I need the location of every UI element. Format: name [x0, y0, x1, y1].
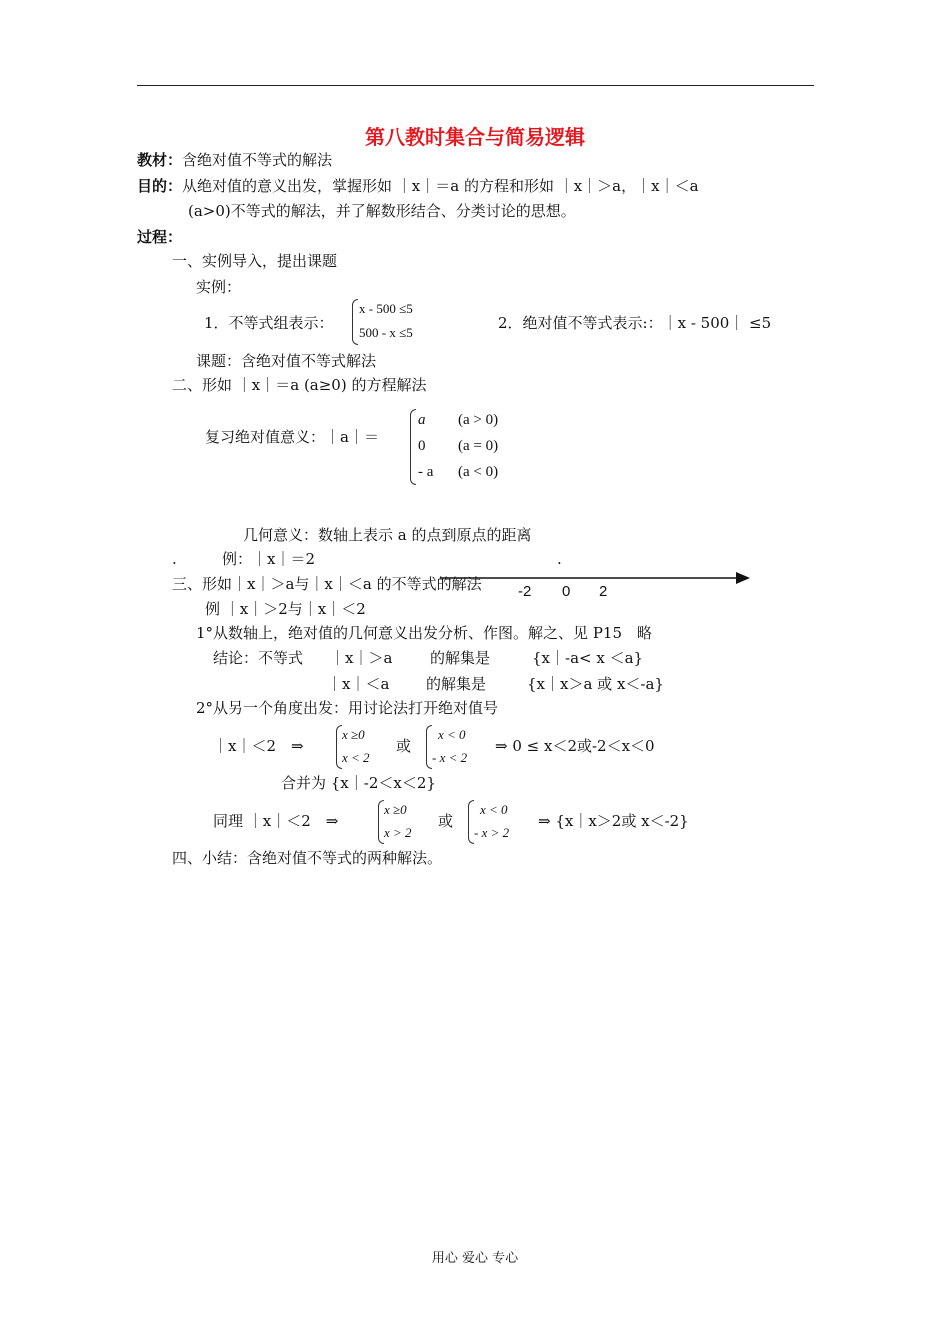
purpose-text-1: 从绝对值的意义出发，掌握形如 ｜x｜＝a 的方程和形如 ｜x｜＞a，｜x｜＜a — [182, 177, 699, 195]
number-line-label-0: 0 — [562, 583, 571, 600]
row2-sysB-line2: - x > 2 — [474, 825, 510, 840]
section1-system-line2: 500 - x ≤5 — [359, 325, 413, 340]
row2-result: ⇒ {x｜x＞2或 x＜-2} — [538, 812, 689, 830]
section1-system-brace — [352, 299, 358, 345]
conclusion1-text: 的解集是 — [430, 649, 491, 667]
row1-left: ｜x｜＜2 ⇒ — [213, 737, 304, 755]
conclusion2-set: {x｜x＞a 或 x＜-a} — [527, 675, 664, 693]
section2-example: 例：｜x｜＝2 — [222, 550, 316, 568]
row2-sysA-line2: x > 2 — [384, 825, 412, 840]
section3-example: 例 ｜x｜＞2与｜x｜＜2 — [205, 600, 366, 618]
row1-sysA-line1: x ≥0 — [342, 727, 365, 742]
conclusion2-text: 的解集是 — [426, 675, 487, 693]
page-title: 第八教时集合与简易逻辑 — [365, 125, 585, 149]
material-text: 含绝对值不等式的解法 — [182, 151, 333, 169]
case-cond-3: (a < 0) — [458, 464, 499, 480]
merge-result: 合并为 {x｜-2＜x＜2} — [281, 774, 436, 792]
row2-sysB-line1: x < 0 — [480, 802, 508, 817]
row2-left: 同理 ｜x｜＜2 ⇒ — [213, 812, 339, 830]
purpose-text-2: (a>0)不等式的解法，并了解数形结合、分类讨论的思想。 — [188, 202, 576, 220]
number-line-arrow-icon — [736, 572, 750, 584]
case-value-2: 0 — [418, 438, 426, 454]
section1-item2: 2．绝对值不等式表示:：｜x - 500｜ ≤5 — [498, 314, 772, 332]
purpose-label: 目的： — [137, 177, 183, 195]
row1-sysA-line2: x < 2 — [342, 750, 370, 765]
material-label: 教材： — [137, 151, 183, 169]
header-rule — [137, 85, 814, 86]
case-cond-1: (a > 0) — [458, 412, 499, 428]
section1-topic: 课题：含绝对值不等式解法 — [196, 352, 377, 370]
conclusion1-set: {x｜-a< x ＜a} — [532, 649, 644, 667]
section3-heading: 三、形如｜x｜＞a与｜x｜＜a 的不等式的解法 — [172, 575, 482, 593]
section4-heading: 四、小结：含绝对值不等式的两种解法。 — [172, 849, 443, 867]
abs-definition-label: 复习绝对值意义：｜a｜＝ — [205, 428, 379, 446]
section2-heading: 二、形如 ｜x｜＝a (a≥0) 的方程解法 — [172, 376, 427, 394]
conclusion-label: 结论：不等式 — [213, 649, 304, 667]
row2-or: 或 — [438, 812, 454, 830]
abs-definition-brace — [410, 409, 416, 485]
row2-sysA-line1: x ≥0 — [384, 802, 407, 817]
page-footer: 用心 爱心 专心 — [431, 1251, 519, 1266]
case-value-1: a — [418, 412, 426, 428]
section1-heading: 一、实例导入，提出课题 — [172, 252, 338, 270]
number-line-label-2: 2 — [599, 583, 608, 600]
dot-left: . — [172, 550, 177, 568]
number-line-label-neg2: -2 — [518, 583, 532, 600]
material-line — [137, 153, 332, 168]
section1-system-line1: x - 500 ≤5 — [359, 301, 413, 316]
case-cond-2: (a = 0) — [458, 438, 499, 454]
row1-sysB-line2: - x < 2 — [432, 750, 468, 765]
row1-or: 或 — [396, 737, 412, 755]
process-label: 过程： — [137, 228, 183, 246]
conclusion2-inequality: ｜x｜＜a — [327, 675, 390, 693]
case-value-3: - a — [418, 464, 434, 480]
geometric-meaning: 几何意义：数轴上表示 a 的点到原点的距离 — [243, 526, 532, 544]
conclusion1-inequality: ｜x｜＞a — [330, 649, 393, 667]
dot-right: . — [557, 550, 562, 568]
method2: 2°从另一个角度出发：用讨论法打开绝对值号 — [196, 699, 499, 717]
section1-item1-label: 1．不等式组表示： — [204, 314, 334, 332]
row1-sysB-line1: x < 0 — [438, 727, 466, 742]
method1: 1°从数轴上，绝对值的几何意义出发分析、作图。解之、见 P15 略 — [196, 624, 652, 642]
section1-example-label: 实例： — [196, 278, 242, 296]
purpose-line-1 — [137, 179, 699, 194]
row1-result: ⇒ 0 ≤ x＜2或-2＜x＜0 — [495, 737, 655, 755]
